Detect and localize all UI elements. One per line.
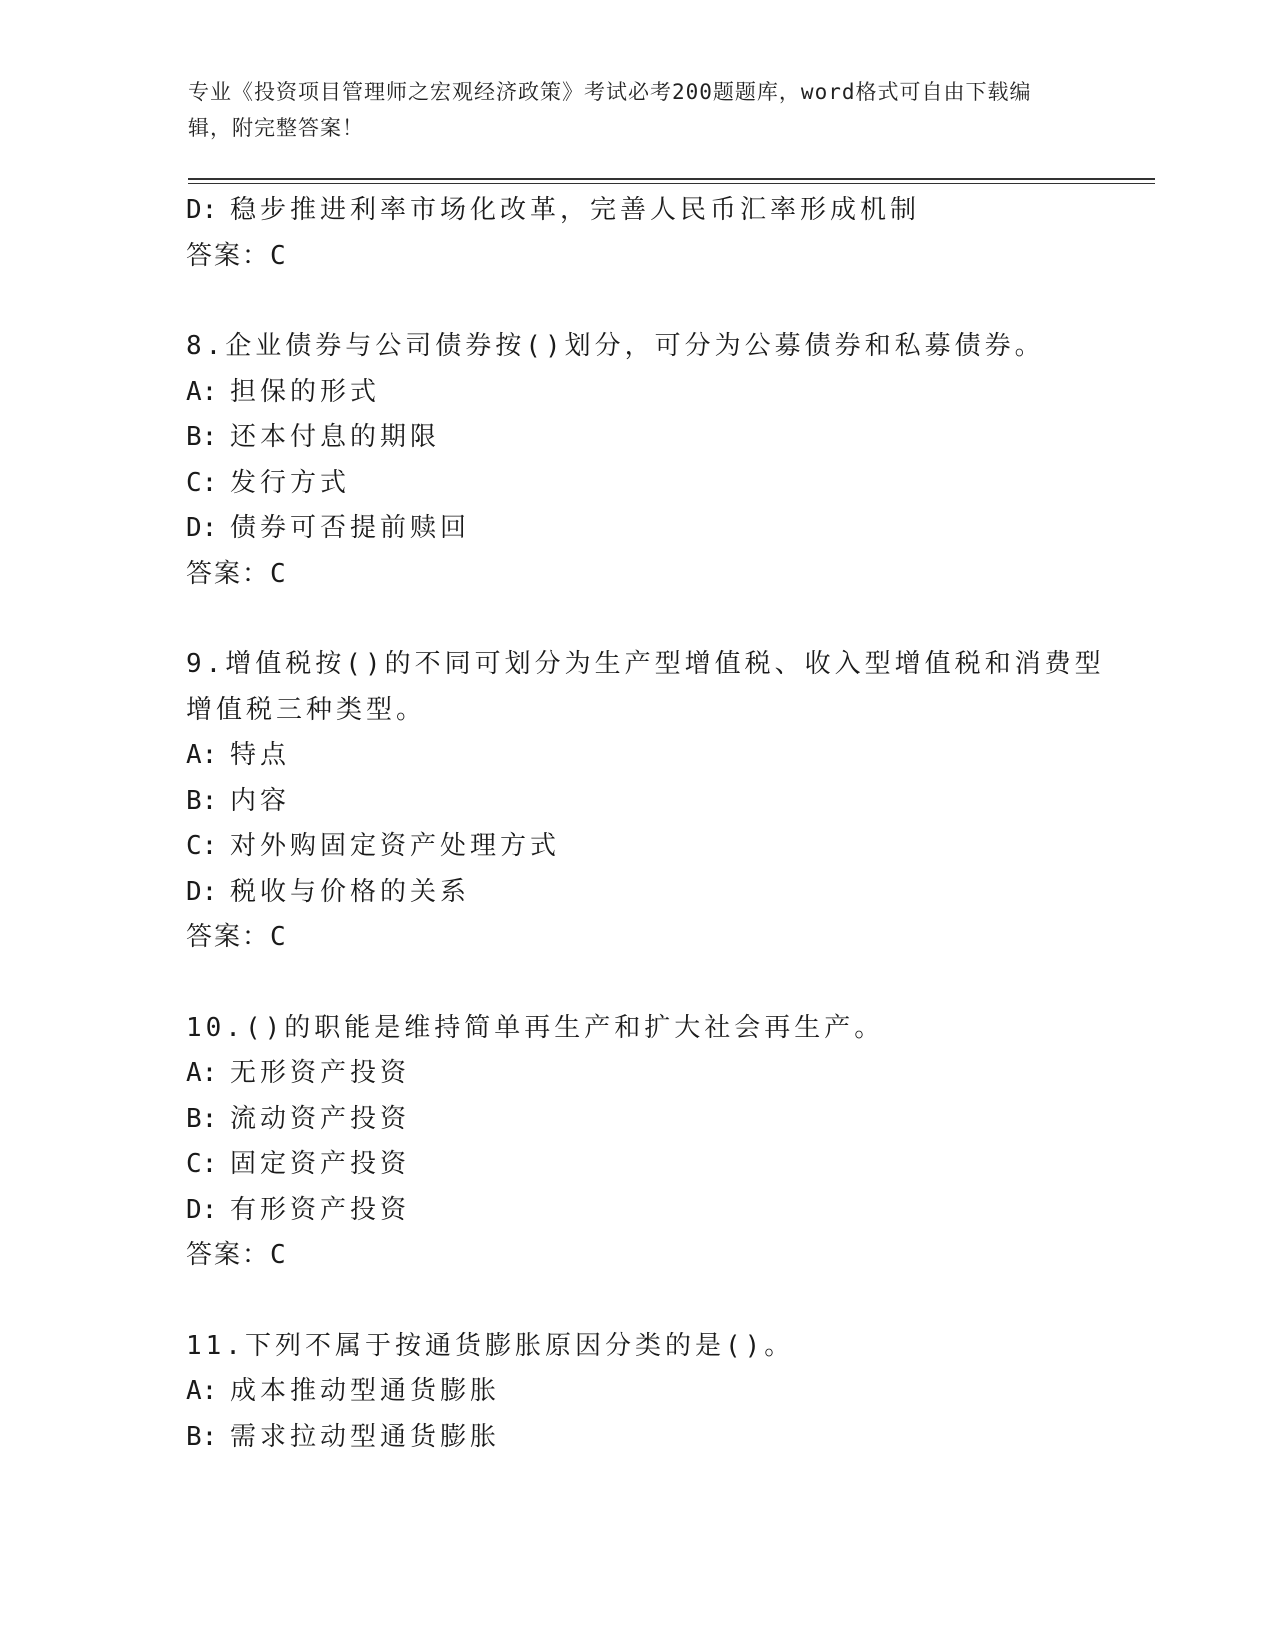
option-c [186, 824, 1086, 870]
option-label: D: [186, 1194, 218, 1225]
option-label: C: [186, 467, 218, 498]
option-label: A: [186, 1058, 218, 1088]
option-b [186, 1415, 1086, 1461]
option-d [186, 1188, 1086, 1234]
option-a [186, 1369, 1086, 1415]
option-text: 流动资产投资 [230, 1103, 411, 1134]
header-divider-thin [188, 183, 1155, 184]
option-text: 对外购固定资产处理方式 [230, 831, 561, 861]
option-text: 发行方式 [230, 467, 351, 498]
option-label: C: [186, 831, 218, 861]
option-label: B: [186, 1421, 218, 1452]
option-a [186, 1051, 1086, 1097]
option-label: B: [186, 1103, 218, 1134]
header-divider-thick [188, 178, 1155, 180]
option-b [186, 779, 1086, 825]
option-text: 固定资产投资 [230, 1149, 411, 1179]
option-text: 内容 [230, 785, 291, 816]
option-label: A: [186, 740, 218, 770]
option-d [186, 506, 1086, 552]
option-label: C: [186, 1149, 218, 1179]
option-c [186, 1142, 1086, 1188]
option-label: D: [186, 876, 218, 907]
option-b [186, 1097, 1086, 1143]
option-b [186, 415, 1086, 461]
option-text: 稳步推进利率市场化改革，完善人民币汇率形成机制 [230, 195, 921, 225]
option-a [186, 733, 1086, 779]
question-stem: 8.企业债券与公司债券按()划分，可分为公募债券和私募债券。 [186, 331, 1045, 361]
document-header [188, 74, 1068, 146]
option-label: A: [186, 1376, 218, 1406]
document-body [186, 188, 1105, 1460]
option-label: B: [186, 785, 218, 816]
option-text: 有形资产投资 [230, 1194, 411, 1225]
option-text: 无形资产投资 [230, 1058, 411, 1088]
option-text: 需求拉动型通货膨胀 [230, 1421, 501, 1452]
question-block-9 [186, 642, 1105, 961]
option-text: 特点 [230, 740, 291, 770]
question-block-8 [186, 324, 1086, 597]
option-label: B: [186, 422, 218, 452]
option-text: 成本推动型通货膨胀 [230, 1376, 501, 1406]
answer-line: 答案：C [186, 240, 288, 271]
question-stem: 11.下列不属于按通货膨胀原因分类的是()。 [186, 1330, 795, 1361]
option-label: D: [186, 195, 218, 225]
question-stem: 10.()的职能是维持简单再生产和扩大社会再生产。 [186, 1012, 885, 1043]
header-text: 专业《投资项目管理师之宏观经济政策》考试必考200题题库，word格式可自由下载编辑，附完整答案！ [188, 80, 1032, 140]
option-a [186, 370, 1086, 416]
option-label: D: [186, 513, 218, 543]
answer-line: 答案：C [186, 558, 288, 589]
question-stem-line-2: 增值税三种类型。 [186, 694, 427, 725]
question-block-7 [186, 188, 1086, 279]
option-d [186, 870, 1086, 916]
question-block-10 [186, 1006, 1086, 1279]
option-c [186, 461, 1086, 507]
option-text: 债券可否提前赎回 [230, 513, 471, 543]
answer-line: 答案：C [186, 1240, 288, 1270]
option-text: 担保的形式 [230, 376, 381, 407]
question-stem-line-1: 9.增值税按()的不同可划分为生产型增值税、收入型增值税和消费型 [186, 649, 1105, 679]
option-text: 税收与价格的关系 [230, 876, 471, 907]
answer-line: 答案：C [186, 922, 288, 952]
option-text: 还本付息的期限 [230, 422, 441, 452]
option-label: A: [186, 376, 218, 407]
option-d [186, 188, 1086, 234]
question-block-11 [186, 1324, 1086, 1461]
